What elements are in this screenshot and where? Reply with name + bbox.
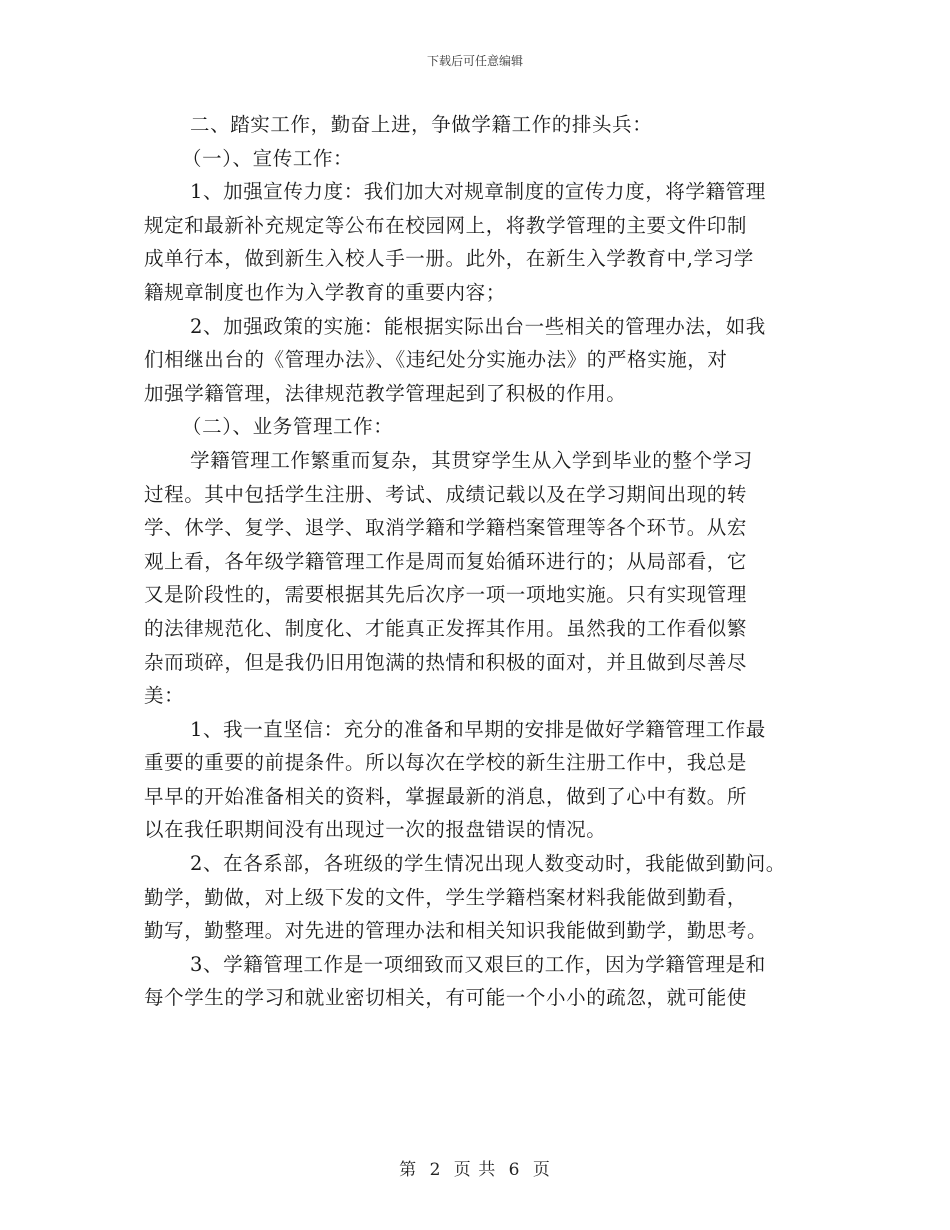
paragraph-line: 1、加强宣传力度：我们加大对规章制度的宣传力度，将学籍管理	[190, 180, 766, 204]
paragraph-line: 勤写，勤整理。对先进的管理办法和相关知识我能做到勤学，勤思考。	[144, 919, 768, 943]
subsection-heading: （一）、宣传工作：	[182, 146, 354, 170]
paragraph-line: 每个学生的学习和就业密切相关，有可能一个小小的疏忽，就可能使	[144, 986, 748, 1010]
paragraph-line: 2、在各系部，各班级的学生情况出现人数变动时，我能做到勤问。	[190, 852, 786, 876]
subsection-heading: （二）、业务管理工作：	[182, 415, 394, 439]
paragraph-line: 的法律规范化、制度化、才能真正发挥其作用。虽然我的工作看似繁	[144, 616, 748, 640]
paragraph-line: 学籍管理工作繁重而复杂，其贯穿学生从入学到毕业的整个学习	[190, 448, 753, 472]
paragraph-line: 美：	[144, 684, 185, 708]
paragraph-line: 过程。其中包括学生注册、考试、成绩记载以及在学习期间出现的转	[144, 482, 748, 506]
paragraph-line: 观上看，各年级学籍管理工作是周而复始循环进行的；从局部看，它	[144, 549, 748, 573]
page-header: 下载后可任意编辑	[426, 54, 523, 68]
current-page-number: 2	[429, 1160, 442, 1180]
section-heading: 二、踏实工作，勤奋上进，争做学籍工作的排头兵：	[190, 113, 653, 136]
page-number-prefix: 第	[399, 1160, 418, 1180]
paragraph-line: 籍规章制度也作为入学教育的重要内容；	[144, 280, 506, 304]
page-number-middle: 页 共	[453, 1160, 497, 1180]
paragraph-line: 们相继出台的《管理办法》、《违纪处分实施办法》的严格实施，对	[144, 348, 728, 372]
page-number-suffix: 页	[532, 1160, 551, 1180]
paragraph-line: 以在我任职期间没有出现过一次的报盘错误的情况。	[144, 818, 607, 842]
paragraph-line: 杂而琐碎，但是我仍旧用饱满的热情和积极的面对，并且做到尽善尽	[144, 650, 748, 674]
paragraph-line: 早早的开始准备相关的资料，掌握最新的消息，做到了心中有数。所	[144, 784, 748, 808]
paragraph-line: 3、学籍管理工作是一项细致而又艰巨的工作，因为学籍管理是和	[190, 952, 766, 976]
paragraph-line: 加强学籍管理，法律规范教学管理起到了积极的作用。	[144, 381, 627, 405]
paragraph-line: 规定和最新补充规定等公布在校园网上，将教学管理的主要文件印制	[144, 213, 748, 237]
total-page-count: 6	[508, 1160, 521, 1180]
paragraph-line: 又是阶段性的，需要根据其先后次序一项一项地实施。只有实现管理	[144, 583, 748, 607]
paragraph-line: 1、我一直坚信：充分的准备和早期的安排是做好学籍管理工作最	[190, 717, 766, 741]
paragraph-line: 2、加强政策的实施：能根据实际出台一些相关的管理办法，如我	[190, 314, 766, 338]
paragraph-line: 学、休学、复学、退学、取消学籍和学籍档案管理等各个环节。从宏	[144, 516, 748, 540]
page-footer	[0, 1155, 950, 1180]
paragraph-line: 重要的重要的前提条件。所以每次在学校的新生注册工作中，我总是	[144, 751, 748, 775]
document-body	[144, 108, 816, 1015]
paragraph-line: 勤学，勤做，对上级下发的文件，学生学籍档案材料我能做到勤看，	[144, 885, 748, 909]
paragraph-line: 成单行本，做到新生入校人手一册。此外，在新生入学教育中,学习学	[144, 247, 754, 271]
